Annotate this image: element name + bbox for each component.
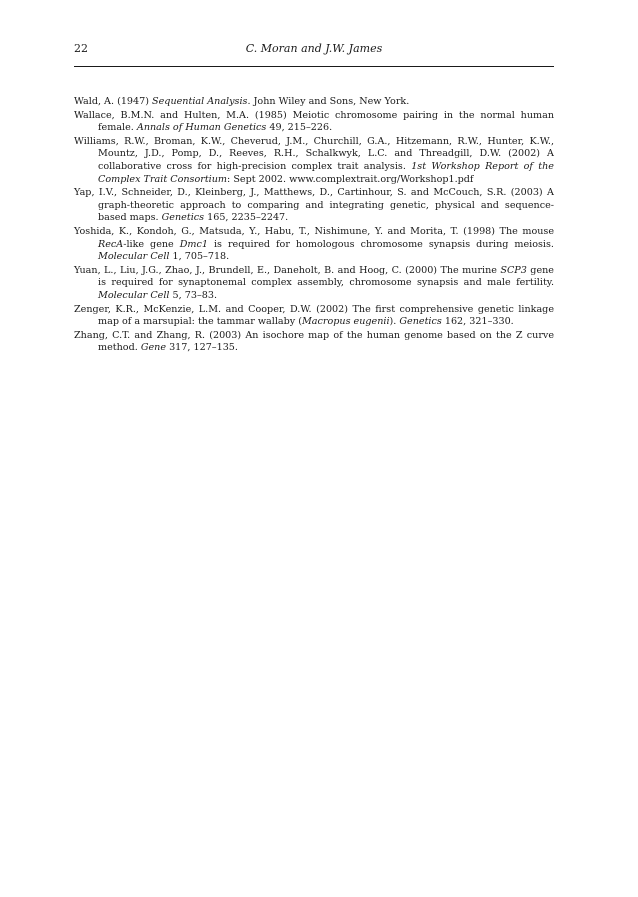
reference-text: Wald, A. (1947) bbox=[74, 96, 153, 107]
reference-entry bbox=[74, 110, 554, 135]
reference-italic-text: Sequential Analysis bbox=[152, 96, 248, 107]
reference-italic-text: SCP3 bbox=[500, 264, 527, 276]
reference-italic-text: Macropus eugenii bbox=[301, 316, 390, 328]
reference-text: 317, 127–135. bbox=[166, 342, 238, 354]
reference-italic-text: 1st Workshop Report of the Complex Trait Consortium bbox=[98, 160, 554, 185]
reference-text: ). bbox=[389, 316, 400, 328]
reference-list bbox=[74, 96, 554, 356]
reference-text: 162, 321–330. bbox=[441, 316, 514, 328]
reference-italic-text: Gene bbox=[140, 342, 167, 354]
reference-entry bbox=[74, 187, 554, 225]
reference-text: Wallace, B.M.N. and Hulten, M.A. (1985) Meiotic chromosome pairing in the normal human female. bbox=[74, 109, 554, 134]
reference-text: Yap, I.V., Schneider, D., Kleinberg, J., Matthews, D., Cartinhour, S. and McCouch, S.R. (2003) A graph-theoretic approach to comparing and integrating genetic, physical and sequence-based maps. bbox=[74, 187, 554, 224]
reference-text: Williams, R.W., Broman, K.W., Cheverud, J.M., Churchill, G.A., Hitzemann, R.W., Hunter, K.W., Mountz, J.D., Pomp, D., Reeves, R.H., Schalkwyk, L.C. and Threadgill, D.W. (2002) A collaborative cross for high-precision complex trait analysis. bbox=[74, 135, 554, 172]
reference-entry bbox=[74, 330, 554, 355]
reference-text: 165, 2235–2247. bbox=[204, 212, 289, 224]
reference-entry bbox=[74, 136, 554, 186]
running-head: C. Moran and J.W. James bbox=[245, 42, 383, 55]
reference-text: -like gene bbox=[123, 238, 180, 250]
page-number: 22 bbox=[74, 42, 88, 55]
reference-italic-text: Annals of Human Genetics bbox=[136, 122, 267, 134]
reference-text: . John Wiley and Sons, New York. bbox=[247, 96, 410, 107]
reference-text: 5, 73–83. bbox=[169, 289, 217, 301]
reference-text: Zhang, C.T. and Zhang, R. (2003) An isochore map of the human genome based on the Z curve method. bbox=[74, 329, 554, 354]
reference-text: Yuan, L., Liu, J.G., Zhao, J., Brundell, E., Daneholt, B. and Hoog, C. (2000) The murine bbox=[74, 264, 501, 276]
reference-entry bbox=[74, 226, 554, 264]
reference-text: 49, 215–226. bbox=[266, 122, 333, 134]
reference-italic-text: Molecular Cell bbox=[98, 289, 170, 301]
header-rule bbox=[74, 66, 554, 67]
reference-text: 1, 705–718. bbox=[169, 251, 230, 263]
reference-text: Yoshida, K., Kondoh, G., Matsuda, Y., Habu, T., Nishimune, Y. and Morita, T. (1998) The mouse bbox=[74, 225, 554, 237]
reference-italic-text: Molecular Cell bbox=[98, 251, 170, 263]
reference-entry bbox=[74, 96, 554, 109]
reference-entry bbox=[74, 265, 554, 303]
page-header bbox=[74, 40, 554, 62]
reference-text: Zenger, K.R., McKenzie, L.M. and Cooper, D.W. (2002) The first comprehensive genetic linkage map of a marsupial: the tammar wallaby ( bbox=[74, 303, 554, 328]
reference-italic-text: Genetics bbox=[399, 316, 442, 328]
reference-text: : Sept 2002. www.complextrait.org/Workshop1.pdf bbox=[227, 173, 474, 185]
reference-italic-text: RecA bbox=[98, 238, 124, 250]
reference-text: is required for homologous chromosome synapsis during meiosis. bbox=[208, 238, 554, 250]
reference-entry bbox=[74, 304, 554, 329]
reference-text: gene is required for synaptonemal complex assembly, chromosome synapsis and male fertility. bbox=[98, 264, 554, 289]
reference-italic-text: Dmc1 bbox=[179, 238, 208, 250]
reference-italic-text: Genetics bbox=[161, 212, 205, 224]
